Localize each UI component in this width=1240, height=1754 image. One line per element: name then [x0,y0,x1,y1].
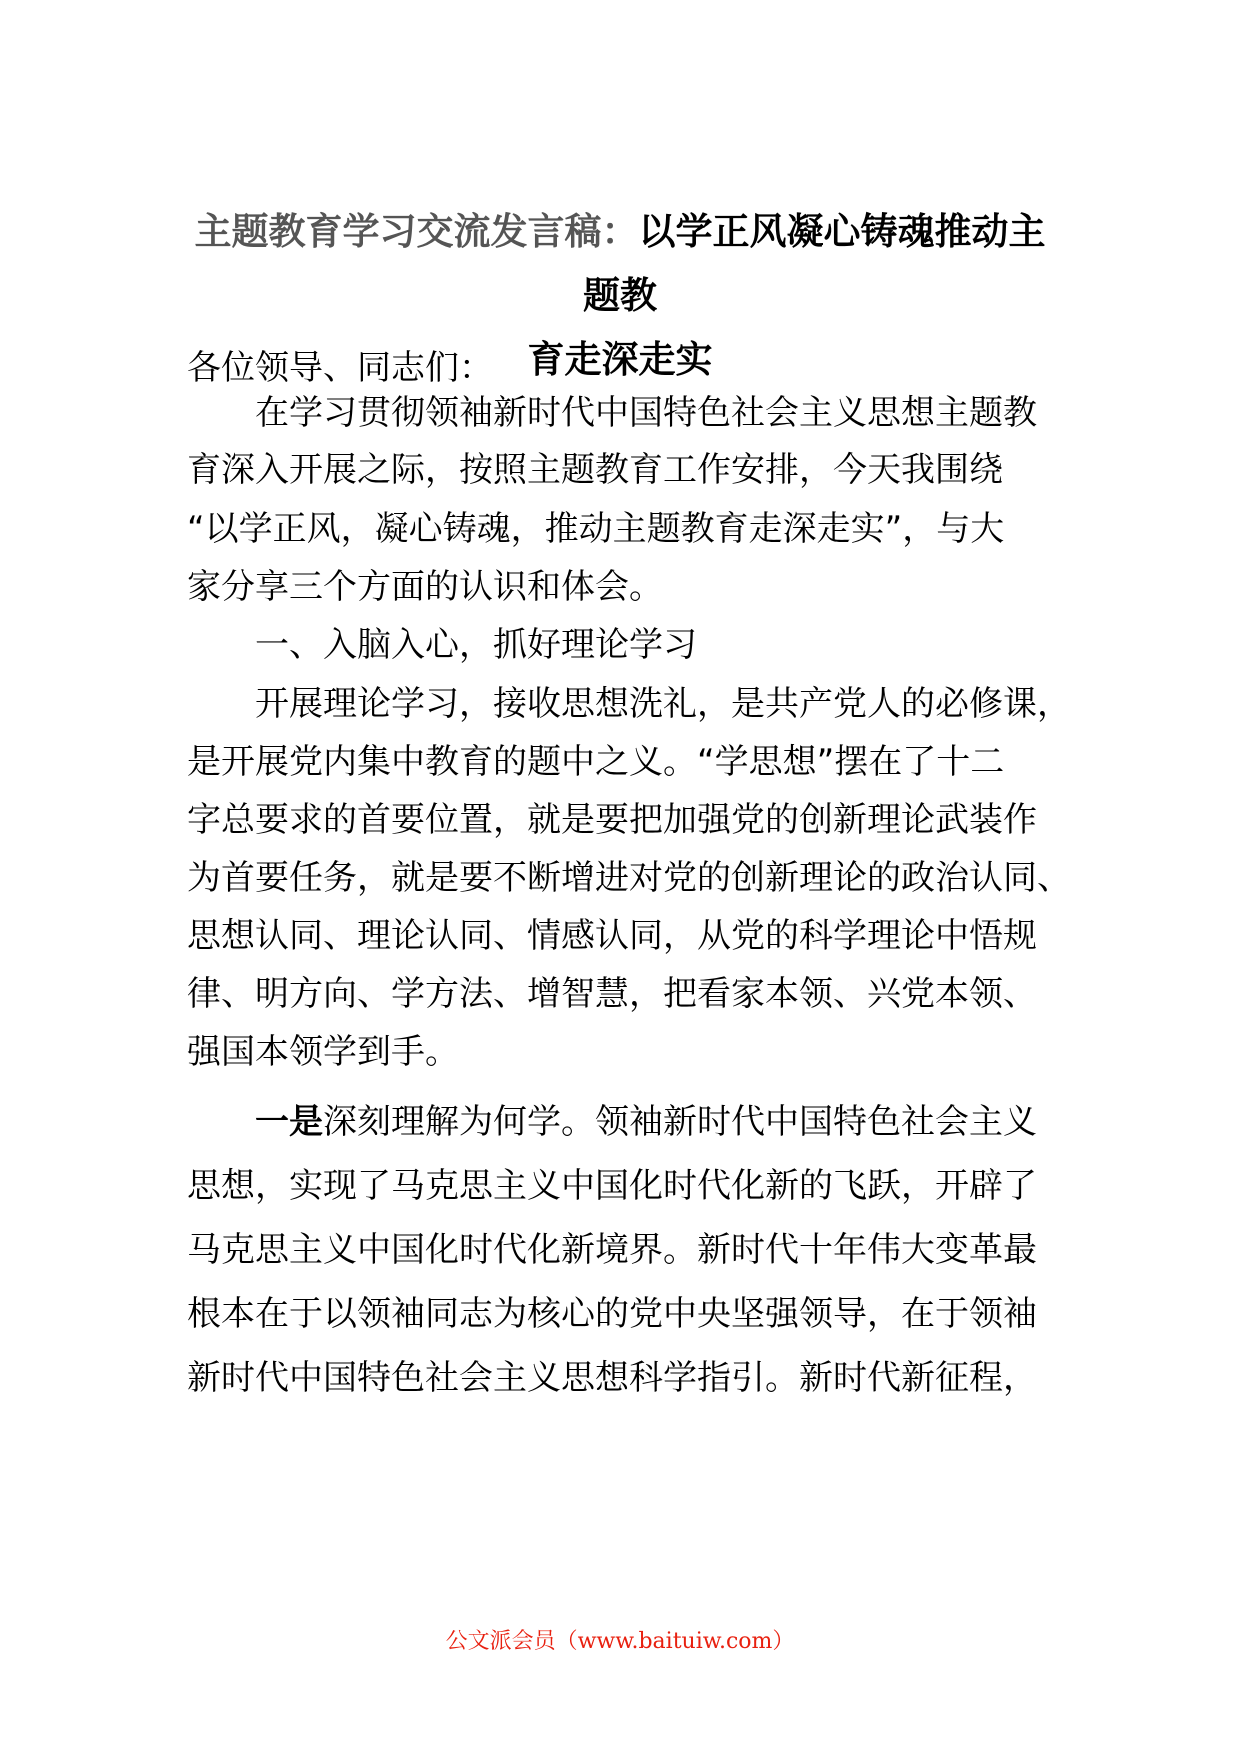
body-line: 新时代中国特色社会主义思想科学指引。新时代新征程， [187,1358,1037,1398]
body-line: 马克思主义中国化时代化新境界。新时代十年伟大变革最 [187,1230,1037,1270]
bold-lead: 一是 [255,1102,323,1142]
body-line: 为首要任务，就是要不断增进对党的创新理论的政治认同、 [187,858,1071,898]
section-heading: 一、入脑入心，抓好理论学习 [187,625,697,665]
body-line: 字总要求的首要位置，就是要把加强党的创新理论武装作 [187,800,1037,840]
salutation: 各位领导、同志们： [187,348,493,388]
lead-text: 深刻理解为何学。领袖新时代中国特色社会主义 [323,1102,1037,1142]
body-line: 家分享三个方面的认识和体会。 [187,567,663,607]
body-line: 思想，实现了马克思主义中国化时代化新的飞跃，开辟了 [187,1166,1037,1206]
body-line: 律、明方向、学方法、增智慧，把看家本领、兴党本领、 [187,974,1037,1014]
body-line: 是开展党内集中教育的题中之义。“学思想”摆在了十二 [187,742,1005,782]
title-line-2: 育走深走实 [527,338,713,381]
title-prefix: 主题教育学习交流发言稿： [194,210,639,253]
body-line-lead [187,1090,1057,1155]
body-line: “以学正风，凝心铸魂，推动主题教育走深走实”，与大 [187,509,1005,549]
title-main: 以学正风凝心铸魂推动主题教 [583,210,1046,317]
body-line: 强国本领学到手。 [187,1032,459,1072]
footer-watermark: 公文派会员（www.baituiw.com） [445,1629,795,1654]
body-line: 育深入开展之际，按照主题教育工作安排，今天我围绕 [187,450,1003,490]
title-line-1 [180,200,1060,328]
body-line: 思想认同、理论认同、情感认同，从党的科学理论中悟规 [187,916,1037,956]
body-line: 根本在于以领袖同志为核心的党中央坚强领导，在于领袖 [187,1294,1037,1334]
body-line: 在学习贯彻领袖新时代中国特色社会主义思想主题教 [187,393,1037,433]
body-line: 开展理论学习，接收思想洗礼，是共产党人的必修课， [187,684,1071,724]
